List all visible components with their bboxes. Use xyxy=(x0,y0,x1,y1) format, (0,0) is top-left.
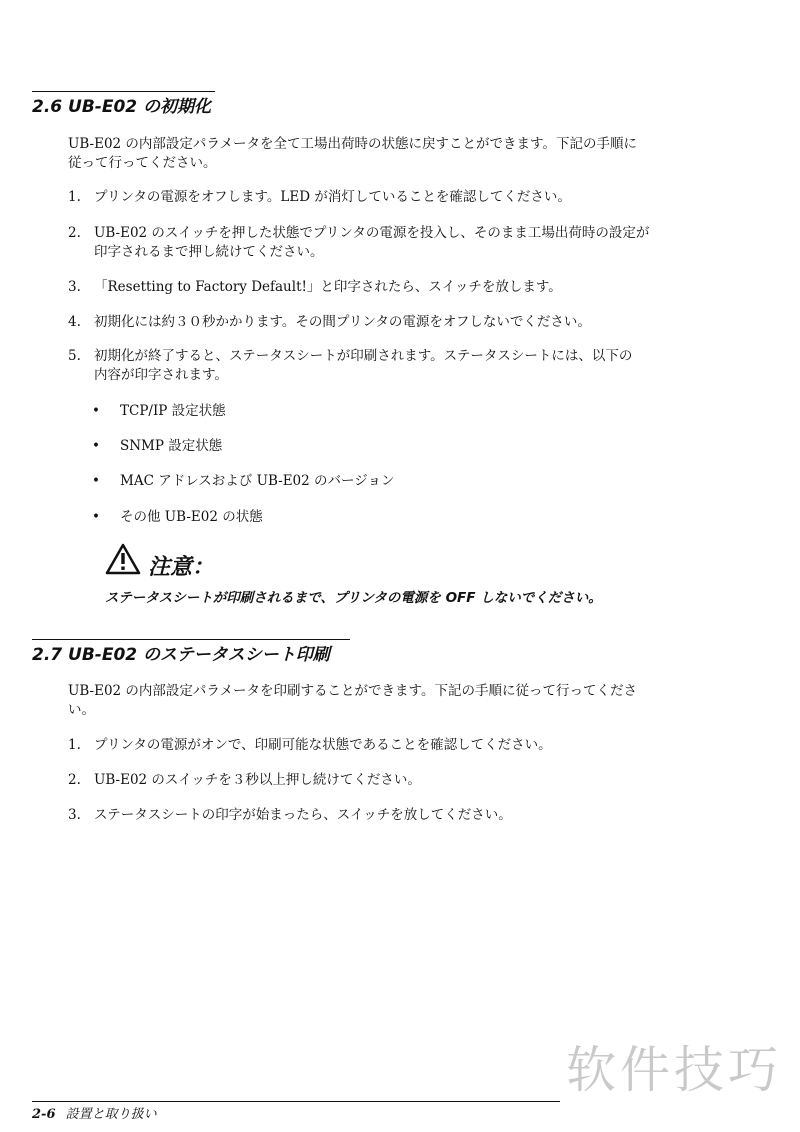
step-2-7-3: 3. ステータスシートの印字が始まったら、スイッチを放してください。 xyxy=(68,807,512,823)
watermark: 软件技巧 xyxy=(566,1041,782,1099)
section-2-7-title: 2.7 UB-E02 のステータスシート印刷 xyxy=(32,645,330,665)
caution-text: ステータスシートが印刷されるまで、プリンタの電源を OFF しないでください。 xyxy=(105,590,602,606)
page-footer xyxy=(32,1106,157,1124)
step-2-6-1: 1. プリンタの電源をオフします。LED が消灯していることを確認してください。 xyxy=(68,189,571,205)
footer-rule xyxy=(32,1101,560,1102)
step-2-6-4: 4. 初期化には約３０秒かかります。その間プリンタの電源をオフしないでください。 xyxy=(68,314,591,330)
section-2-7-intro: UB-E02 の内部設定パラメータを印刷することができます。下記の手順に従って行ってくださ い。 xyxy=(68,683,637,718)
bullet-other-status: • その他 UB-E02 の状態 xyxy=(92,509,263,525)
step-2-7-2: 2. UB-E02 のスイッチを３秒以上押し続けてください。 xyxy=(68,772,421,788)
step-2-6-5: 5. 初期化が終了すると、ステータスシートが印刷されます。ステータスシートには、以下の 内容が印字されます。 xyxy=(68,348,633,383)
footer-title: 設置と取り扱い xyxy=(65,1107,157,1122)
warning-triangle-icon xyxy=(105,543,141,575)
section-2-6-intro: UB-E02 の内部設定パラメータを全て工場出荷時の状態に戻すことができます。下記の手順に 従って行ってください。 xyxy=(68,136,637,171)
bullet-snmp: • SNMP 設定状態 xyxy=(92,438,223,454)
section-2-6-title: 2.6 UB-E02 の初期化 xyxy=(32,97,212,117)
page-number: 2-6 xyxy=(32,1107,56,1122)
bullet-mac-version: • MAC アドレスおよび UB-E02 のバージョン xyxy=(92,473,395,489)
step-2-6-2: 2. UB-E02 のスイッチを押した状態でプリンタの電源を投入し、そのまま工場出荷時の設定が 印字されるまで押し続けてください。 xyxy=(68,225,650,260)
bullet-tcpip: • TCP/IP 設定状態 xyxy=(92,403,226,419)
step-2-7-1: 1. プリンタの電源がオンで、印刷可能な状態であることを確認してください。 xyxy=(68,737,552,753)
section-2-6-rule xyxy=(32,91,215,92)
section-2-7-rule xyxy=(32,639,350,640)
caution-title: 注意： xyxy=(148,555,215,580)
step-2-6-3: 3. 「Resetting to Factory Default!」と印字されたら、スイッチを放します。 xyxy=(68,279,562,295)
